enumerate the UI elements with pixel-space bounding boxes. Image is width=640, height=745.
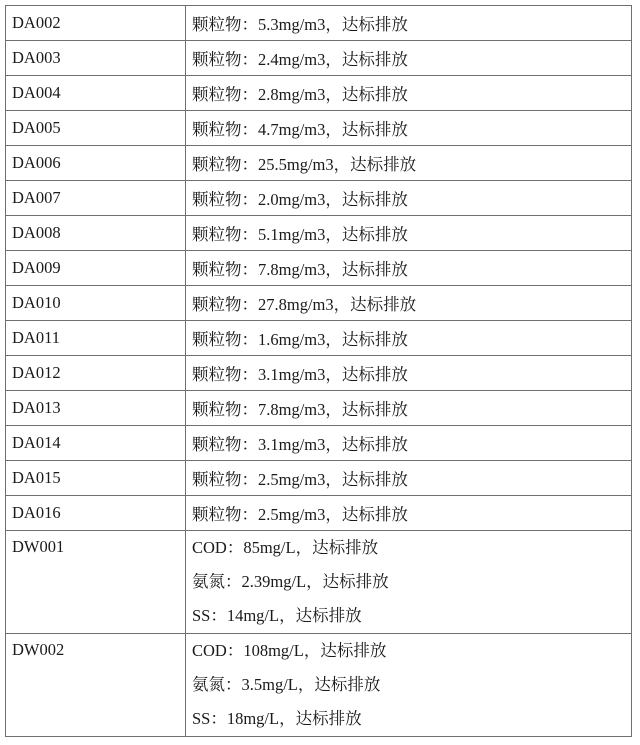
table-row bbox=[6, 146, 632, 181]
result-line: COD：85mg/L，达标排放 bbox=[192, 538, 379, 557]
outfall-id: DA004 bbox=[6, 76, 186, 111]
emission-result: 颗粒物：2.5mg/m3，达标排放 bbox=[186, 496, 632, 531]
emission-result: 颗粒物：5.1mg/m3，达标排放 bbox=[186, 216, 632, 251]
table-row bbox=[6, 216, 632, 251]
table-row-wastewater bbox=[6, 634, 632, 737]
emission-result: 颗粒物：4.7mg/m3，达标排放 bbox=[186, 111, 632, 146]
outfall-id: DA009 bbox=[6, 251, 186, 286]
emission-result: 颗粒物：3.1mg/m3，达标排放 bbox=[186, 426, 632, 461]
result-line: 氨氮：2.39mg/L，达标排放 bbox=[192, 572, 389, 591]
outfall-id: DW002 bbox=[6, 634, 186, 737]
table-row bbox=[6, 76, 632, 111]
emission-result: 颗粒物：2.5mg/m3，达标排放 bbox=[186, 461, 632, 496]
outfall-id: DA013 bbox=[6, 391, 186, 426]
table-row bbox=[6, 41, 632, 76]
emission-result: 颗粒物：3.1mg/m3，达标排放 bbox=[186, 356, 632, 391]
emission-result: 颗粒物：7.8mg/m3，达标排放 bbox=[186, 391, 632, 426]
emission-result: 颗粒物：2.8mg/m3，达标排放 bbox=[186, 76, 632, 111]
emission-result: 颗粒物：27.8mg/m3，达标排放 bbox=[186, 286, 632, 321]
outfall-id: DA010 bbox=[6, 286, 186, 321]
outfall-id: DA015 bbox=[6, 461, 186, 496]
outfall-id: DA016 bbox=[6, 496, 186, 531]
emission-result: 颗粒物：2.0mg/m3，达标排放 bbox=[186, 181, 632, 216]
table-row bbox=[6, 356, 632, 391]
result-line: 氨氮：3.5mg/L，达标排放 bbox=[192, 675, 381, 694]
emission-result: 颗粒物：2.4mg/m3，达标排放 bbox=[186, 41, 632, 76]
outfall-id: DA007 bbox=[6, 181, 186, 216]
table-row bbox=[6, 111, 632, 146]
outfall-id: DA005 bbox=[6, 111, 186, 146]
outfall-id: DA012 bbox=[6, 356, 186, 391]
result-line: COD：108mg/L，达标排放 bbox=[192, 641, 387, 660]
table-row bbox=[6, 286, 632, 321]
table-row bbox=[6, 426, 632, 461]
table-row bbox=[6, 6, 632, 41]
outfall-id: DA011 bbox=[6, 321, 186, 356]
table-row bbox=[6, 251, 632, 286]
table-row-wastewater bbox=[6, 531, 632, 634]
table-row bbox=[6, 321, 632, 356]
emission-results-table bbox=[5, 5, 632, 737]
table-row bbox=[6, 496, 632, 531]
result-line: SS：18mg/L，达标排放 bbox=[192, 709, 362, 728]
emission-result: 颗粒物：25.5mg/m3，达标排放 bbox=[186, 146, 632, 181]
outfall-id: DA006 bbox=[6, 146, 186, 181]
emission-result: 颗粒物：5.3mg/m3，达标排放 bbox=[186, 6, 632, 41]
emission-result-multi bbox=[186, 634, 632, 737]
result-line: SS：14mg/L，达标排放 bbox=[192, 606, 362, 625]
emission-result: 颗粒物：1.6mg/m3，达标排放 bbox=[186, 321, 632, 356]
outfall-id: DA008 bbox=[6, 216, 186, 251]
outfall-id: DA002 bbox=[6, 6, 186, 41]
outfall-id: DA014 bbox=[6, 426, 186, 461]
table-row bbox=[6, 181, 632, 216]
emission-result: 颗粒物：7.8mg/m3，达标排放 bbox=[186, 251, 632, 286]
outfall-id: DW001 bbox=[6, 531, 186, 634]
emission-result-multi bbox=[186, 531, 632, 634]
table-row bbox=[6, 461, 632, 496]
outfall-id: DA003 bbox=[6, 41, 186, 76]
table-row bbox=[6, 391, 632, 426]
